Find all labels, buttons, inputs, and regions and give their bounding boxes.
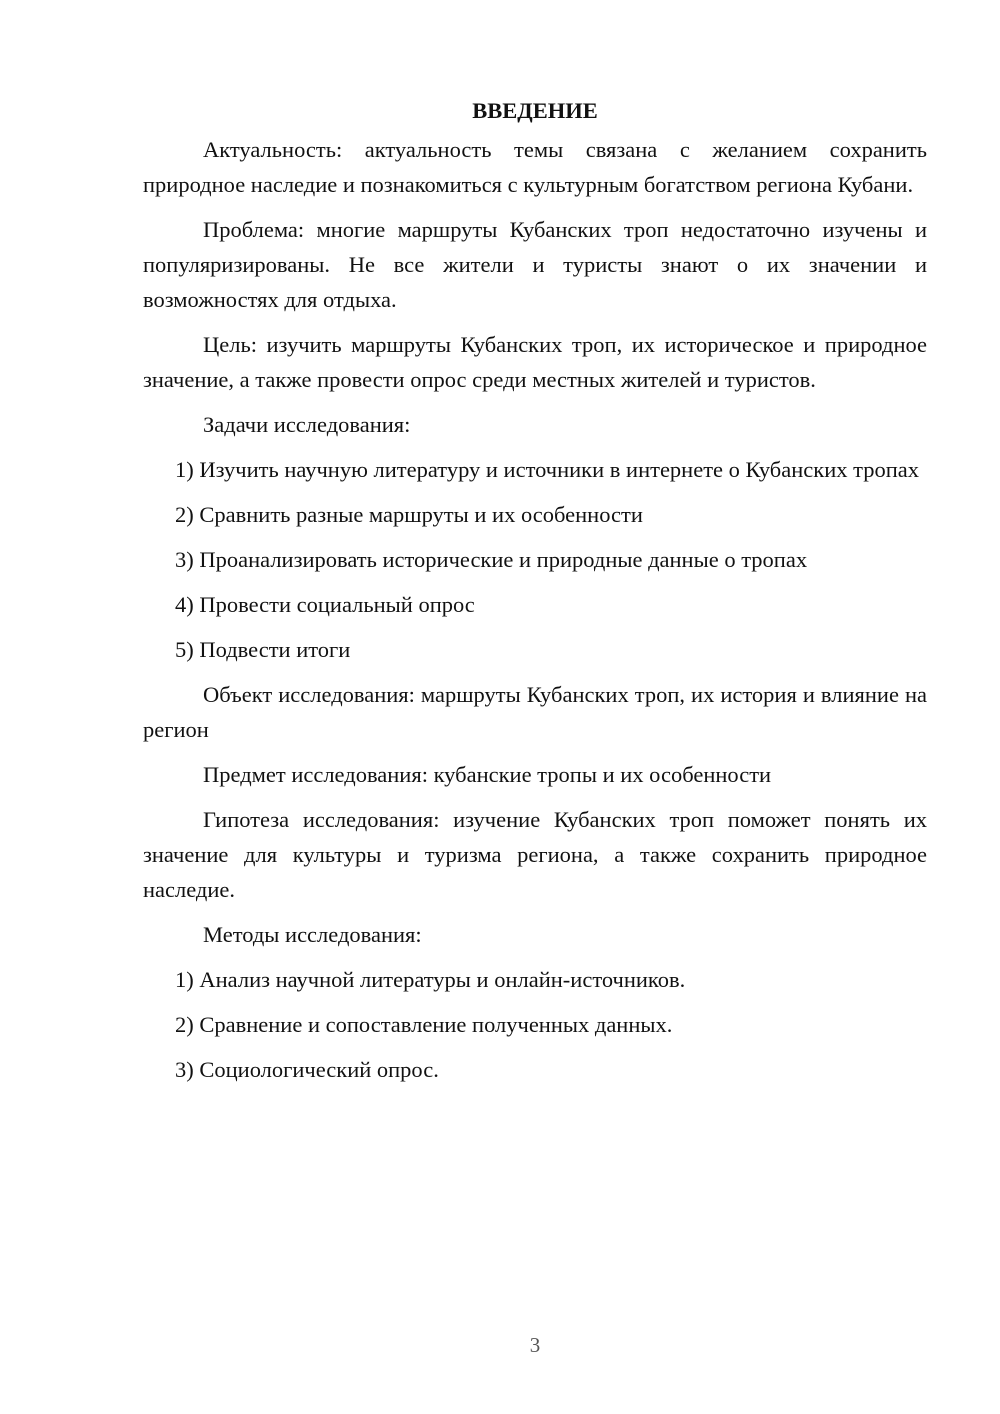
object-paragraph: Объект исследования: маршруты Кубанских троп, их история и влияние на регион [143, 682, 927, 742]
method-item: 1) Анализ научной литературы и онлайн-источников. [175, 967, 686, 992]
method-item: 2) Сравнение и сопоставление полученных данных. [175, 1012, 673, 1037]
document-body [143, 96, 927, 1097]
section-title: ВВЕДЕНИЕ [472, 98, 598, 123]
task-item: 1) Изучить научную литературу и источники в интернете о Кубанских тропах [175, 457, 919, 482]
problem-paragraph: Проблема: многие маршруты Кубанских троп недостаточно изучены и популяризированы. Не все жители и туристы знают о их значении и возможностях для отдыха. [143, 217, 927, 312]
goal-paragraph: Цель: изучить маршруты Кубанских троп, их историческое и природное значение, а также провести опрос среди местных жителей и туристов. [143, 332, 927, 392]
hypothesis-paragraph: Гипотеза исследования: изучение Кубанских троп поможет понять их значение для культуры и туризма региона, а также сохранить природное наследие. [143, 807, 927, 902]
task-item: 4) Провести социальный опрос [175, 592, 475, 617]
methods-label: Методы исследования: [203, 922, 422, 947]
subject-paragraph: Предмет исследования: кубанские тропы и их особенности [203, 762, 772, 787]
relevance-paragraph: Актуальность: актуальность темы связана с желанием сохранить природное наследие и познакомиться с культурным богатством региона Кубани. [143, 137, 927, 197]
task-item: 3) Проанализировать исторические и природные данные о тропах [175, 547, 808, 572]
page-number: 3 [529, 1333, 541, 1357]
method-item: 3) Социологический опрос. [175, 1057, 439, 1082]
tasks-label: Задачи исследования: [203, 412, 411, 437]
task-item: 5) Подвести итоги [175, 637, 351, 662]
task-item: 2) Сравнить разные маршруты и их особенности [175, 502, 643, 527]
